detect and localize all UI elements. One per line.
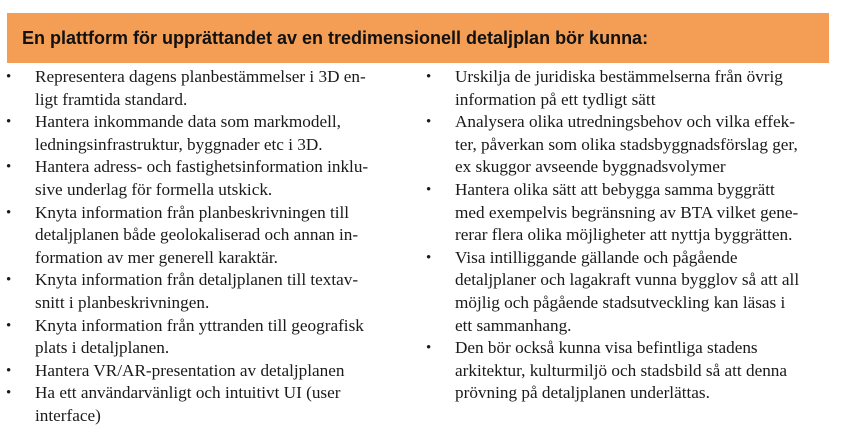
- list-item: [0, 360, 420, 383]
- list-item-text-line: Knyta information från yttranden till geografisk: [35, 315, 364, 335]
- list-item-text-line: ligt framtida standard.: [35, 89, 188, 109]
- list-item-text-line: Knyta information från detaljplanen till textav-: [35, 270, 359, 290]
- list-item-text-line: rerar flera olika möjligheter att nyttja byggrätten.: [455, 225, 793, 245]
- list-item-text-line: arkitektur, kulturmiljö och stadsbild så att denna: [455, 360, 788, 380]
- list-item: [420, 337, 840, 405]
- list-item-text-line: sive underlag för formella utskick.: [35, 179, 273, 199]
- list-item-text-line: prövning på detaljplanen underlättas.: [455, 383, 710, 403]
- list-item: [0, 202, 420, 270]
- list-item-text-line: Ha ett användarvänligt och intuitivt UI (user: [35, 383, 341, 403]
- bullet-icon: •: [6, 204, 12, 221]
- list-item-text-line: Hantera inkommande data som markmodell,: [35, 112, 341, 132]
- bullet-icon: •: [426, 114, 432, 131]
- list-item-text-line: Analysera olika utredningsbehov och vilka effek-: [455, 112, 795, 132]
- bullet-icon: •: [6, 362, 12, 379]
- list-item-text-line: ledningsinfrastruktur, byggnader etc i 3D.: [35, 134, 323, 154]
- list-item-text-line: Hantera VR/AR-presentation av detaljplanen: [35, 360, 345, 380]
- bullet-icon: •: [6, 272, 12, 289]
- list-item-text-line: ex skuggor avseende byggnadsvolymer: [455, 157, 726, 177]
- list-item-text-line: Hantera olika sätt att bebygga samma byggrätt: [455, 179, 775, 199]
- list-item-text-line: detaljplanen både geolokaliserad och annan in-: [35, 225, 359, 245]
- list-item-text-line: plats i detaljplanen.: [35, 338, 170, 358]
- list-item-text-line: Urskilja de juridiska bestämmelserna från övrig: [455, 67, 783, 86]
- header-title: En plattform för upprättandet av en tredimensionell detaljplan bör kunna:: [22, 27, 649, 48]
- list-item-text-line: ett sammanhang.: [455, 315, 572, 335]
- bullet-icon: •: [6, 159, 12, 176]
- list-item: [420, 179, 840, 247]
- bullet-icon: •: [6, 114, 12, 131]
- bullet-icon: •: [6, 317, 12, 334]
- list-item: [0, 382, 420, 427]
- list-item-text-line: interface): [35, 405, 101, 425]
- list-item-text-line: detaljplaner och lagakraft vunna bygglov så att all: [455, 270, 800, 290]
- section-header: [7, 13, 829, 63]
- list-item-text-line: Knyta information från planbeskrivningen till: [35, 202, 350, 222]
- list-item-text-line: med exempelvis begränsning av BTA vilket gene-: [455, 202, 799, 222]
- list-item: [420, 66, 840, 111]
- list-item-text-line: Hantera adress- och fastighetsinformation inklu-: [35, 157, 369, 177]
- list-item-text-line: Den bör också kunna visa befintliga stadens: [455, 338, 758, 358]
- list-item-text-line: möjlig och pågående stadsutveckling kan läsas i: [455, 292, 786, 312]
- bullet-icon: •: [426, 249, 432, 266]
- list-item: [0, 315, 420, 360]
- bullet-icon: •: [426, 69, 432, 85]
- list-item-text-line: information på ett tydligt sätt: [455, 89, 656, 109]
- bullet-icon: •: [426, 340, 432, 357]
- list-item-text-line: Representera dagens planbestämmelser i 3D en-: [35, 67, 366, 86]
- list-item-text-line: ter, påverkan som olika stadsbyggnadsförslag ger,: [455, 134, 798, 154]
- list-item: [420, 247, 840, 337]
- list-item-text-line: snitt i planbeskrivningen.: [35, 292, 210, 312]
- list-item: [0, 269, 420, 314]
- list-item-text-line: formation av mer generell karaktär.: [35, 247, 278, 267]
- list-item: [420, 111, 840, 179]
- list-item: [0, 111, 420, 156]
- list-item: [0, 66, 420, 111]
- bullet-icon: •: [426, 181, 432, 198]
- bullet-icon: •: [6, 385, 12, 402]
- bullet-icon: •: [6, 69, 12, 85]
- list-item-text-line: Visa intilliggande gällande och pågående: [455, 247, 738, 267]
- list-item: [0, 156, 420, 201]
- left-bullet-list: [0, 66, 420, 428]
- right-bullet-list: [420, 66, 840, 405]
